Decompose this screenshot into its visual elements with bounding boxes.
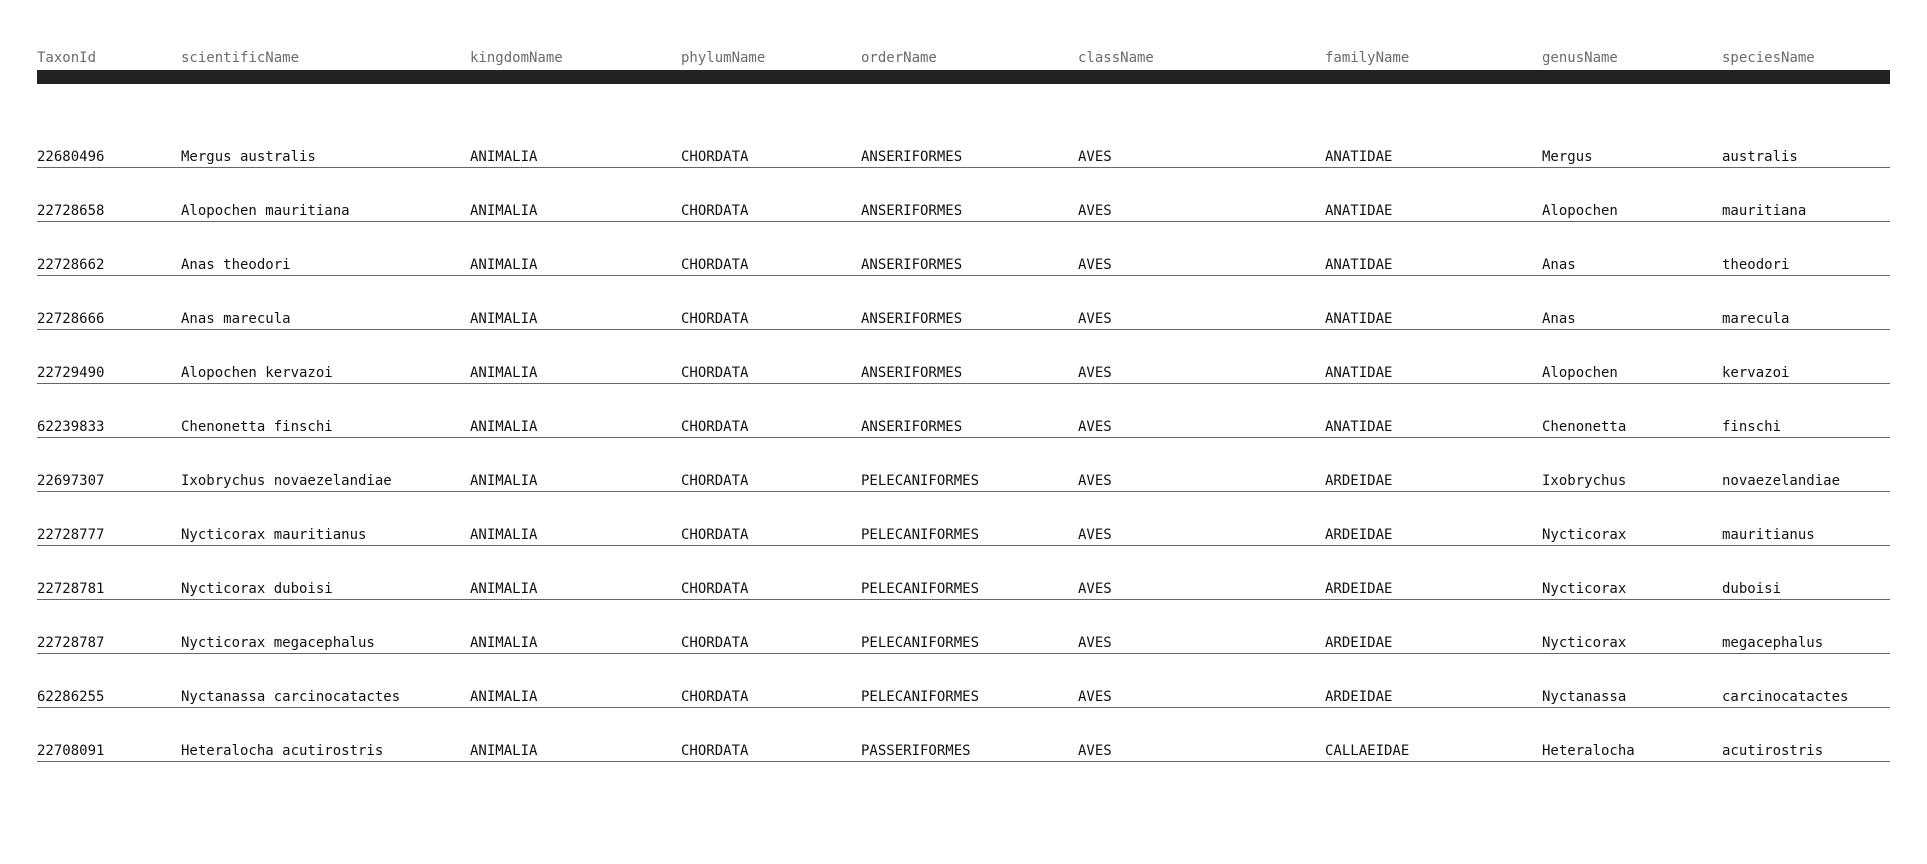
classname-cell: AVES xyxy=(1078,527,1112,543)
familyname-cell: ANATIDAE xyxy=(1325,311,1393,327)
scientificname-cell: Nyctanassa carcinocatactes xyxy=(181,689,401,705)
taxonomy-table xyxy=(37,44,1890,762)
ordername-cell: PELECANIFORMES xyxy=(861,581,980,597)
phylumname-cell: CHORDATA xyxy=(681,203,749,219)
phylumname-cell: CHORDATA xyxy=(681,743,749,759)
genusname-cell: Nycticorax xyxy=(1542,527,1627,543)
taxonid-cell: 22728777 xyxy=(37,527,105,543)
taxonid-cell: 22729490 xyxy=(37,365,105,381)
familyname-cell: ARDEIDAE xyxy=(1325,581,1393,597)
phylumname-cell: CHORDATA xyxy=(681,149,749,165)
taxonid-cell: 62239833 xyxy=(37,419,105,435)
column-header-genusname: genusName xyxy=(1542,50,1618,66)
genusname-cell: Nyctanassa xyxy=(1542,689,1627,705)
header-divider xyxy=(37,70,1890,84)
familyname-cell: ANATIDAE xyxy=(1325,419,1393,435)
column-header-kingdomname: kingdomName xyxy=(470,50,563,66)
table-header xyxy=(37,44,1890,70)
column-header-phylumname: phylumName xyxy=(681,50,766,66)
taxonid-cell: 22728658 xyxy=(37,203,105,219)
kingdomname-cell: ANIMALIA xyxy=(470,149,538,165)
phylumname-cell: CHORDATA xyxy=(681,635,749,651)
ordername-cell: ANSERIFORMES xyxy=(861,311,963,327)
scientificname-cell: Nycticorax duboisi xyxy=(181,581,333,597)
table-row xyxy=(37,600,1890,654)
table-row xyxy=(37,384,1890,438)
classname-cell: AVES xyxy=(1078,203,1112,219)
genusname-cell: Mergus xyxy=(1542,149,1593,165)
table-row xyxy=(37,222,1890,276)
table-row xyxy=(37,330,1890,384)
familyname-cell: ANATIDAE xyxy=(1325,365,1393,381)
scientificname-cell: Anas marecula xyxy=(181,311,291,327)
classname-cell: AVES xyxy=(1078,257,1112,273)
taxonid-cell: 22697307 xyxy=(37,473,105,489)
genusname-cell: Heteralocha xyxy=(1542,743,1635,759)
phylumname-cell: CHORDATA xyxy=(681,311,749,327)
kingdomname-cell: ANIMALIA xyxy=(470,527,538,543)
table-row xyxy=(37,168,1890,222)
kingdomname-cell: ANIMALIA xyxy=(470,743,538,759)
kingdomname-cell: ANIMALIA xyxy=(470,689,538,705)
scientificname-cell: Alopochen kervazoi xyxy=(181,365,333,381)
ordername-cell: PASSERIFORMES xyxy=(861,743,971,759)
table-row xyxy=(37,276,1890,330)
taxonid-cell: 62286255 xyxy=(37,689,105,705)
taxonid-cell: 22728787 xyxy=(37,635,105,651)
table-body xyxy=(37,114,1890,762)
phylumname-cell: CHORDATA xyxy=(681,365,749,381)
speciesname-cell: carcinocatactes xyxy=(1722,689,1849,705)
kingdomname-cell: ANIMALIA xyxy=(470,473,538,489)
scientificname-cell: Alopochen mauritiana xyxy=(181,203,350,219)
ordername-cell: ANSERIFORMES xyxy=(861,365,963,381)
genusname-cell: Anas xyxy=(1542,257,1576,273)
table-row xyxy=(37,546,1890,600)
familyname-cell: CALLAEIDAE xyxy=(1325,743,1410,759)
column-header-familyname: familyName xyxy=(1325,50,1410,66)
familyname-cell: ANATIDAE xyxy=(1325,257,1393,273)
classname-cell: AVES xyxy=(1078,689,1112,705)
taxonid-cell: 22728781 xyxy=(37,581,105,597)
ordername-cell: ANSERIFORMES xyxy=(861,419,963,435)
phylumname-cell: CHORDATA xyxy=(681,527,749,543)
familyname-cell: ANATIDAE xyxy=(1325,203,1393,219)
ordername-cell: ANSERIFORMES xyxy=(861,203,963,219)
classname-cell: AVES xyxy=(1078,473,1112,489)
table-row xyxy=(37,654,1890,708)
speciesname-cell: mauritiana xyxy=(1722,203,1807,219)
column-header-speciesname: speciesName xyxy=(1722,50,1815,66)
phylumname-cell: CHORDATA xyxy=(681,581,749,597)
ordername-cell: PELECANIFORMES xyxy=(861,473,980,489)
speciesname-cell: finschi xyxy=(1722,419,1782,435)
phylumname-cell: CHORDATA xyxy=(681,473,749,489)
column-header-scientificname: scientificName xyxy=(181,50,300,66)
genusname-cell: Nycticorax xyxy=(1542,635,1627,651)
classname-cell: AVES xyxy=(1078,311,1112,327)
classname-cell: AVES xyxy=(1078,419,1112,435)
ordername-cell: PELECANIFORMES xyxy=(861,689,980,705)
kingdomname-cell: ANIMALIA xyxy=(470,419,538,435)
kingdomname-cell: ANIMALIA xyxy=(470,203,538,219)
phylumname-cell: CHORDATA xyxy=(681,689,749,705)
familyname-cell: ARDEIDAE xyxy=(1325,635,1393,651)
ordername-cell: ANSERIFORMES xyxy=(861,257,963,273)
phylumname-cell: CHORDATA xyxy=(681,257,749,273)
kingdomname-cell: ANIMALIA xyxy=(470,311,538,327)
column-header-classname: className xyxy=(1078,50,1154,66)
classname-cell: AVES xyxy=(1078,743,1112,759)
kingdomname-cell: ANIMALIA xyxy=(470,257,538,273)
familyname-cell: ARDEIDAE xyxy=(1325,689,1393,705)
genusname-cell: Ixobrychus xyxy=(1542,473,1627,489)
speciesname-cell: marecula xyxy=(1722,311,1790,327)
table-row xyxy=(37,438,1890,492)
speciesname-cell: australis xyxy=(1722,149,1798,165)
scientificname-cell: Mergus australis xyxy=(181,149,316,165)
scientificname-cell: Heteralocha acutirostris xyxy=(181,743,384,759)
table-row xyxy=(37,114,1890,168)
classname-cell: AVES xyxy=(1078,581,1112,597)
taxonid-cell: 22728662 xyxy=(37,257,105,273)
classname-cell: AVES xyxy=(1078,149,1112,165)
scientificname-cell: Nycticorax mauritianus xyxy=(181,527,367,543)
ordername-cell: ANSERIFORMES xyxy=(861,149,963,165)
kingdomname-cell: ANIMALIA xyxy=(470,365,538,381)
column-header-ordername: orderName xyxy=(861,50,937,66)
genusname-cell: Alopochen xyxy=(1542,203,1618,219)
genusname-cell: Nycticorax xyxy=(1542,581,1627,597)
familyname-cell: ARDEIDAE xyxy=(1325,473,1393,489)
familyname-cell: ARDEIDAE xyxy=(1325,527,1393,543)
taxonid-cell: 22680496 xyxy=(37,149,105,165)
ordername-cell: PELECANIFORMES xyxy=(861,527,980,543)
speciesname-cell: mauritianus xyxy=(1722,527,1815,543)
ordername-cell: PELECANIFORMES xyxy=(861,635,980,651)
scientificname-cell: Nycticorax megacephalus xyxy=(181,635,375,651)
speciesname-cell: megacephalus xyxy=(1722,635,1824,651)
kingdomname-cell: ANIMALIA xyxy=(470,581,538,597)
speciesname-cell: acutirostris xyxy=(1722,743,1824,759)
kingdomname-cell: ANIMALIA xyxy=(470,635,538,651)
genusname-cell: Alopochen xyxy=(1542,365,1618,381)
genusname-cell: Anas xyxy=(1542,311,1576,327)
scientificname-cell: Chenonetta finschi xyxy=(181,419,333,435)
speciesname-cell: theodori xyxy=(1722,257,1790,273)
scientificname-cell: Anas theodori xyxy=(181,257,291,273)
speciesname-cell: novaezelandiae xyxy=(1722,473,1841,489)
scientificname-cell: Ixobrychus novaezelandiae xyxy=(181,473,392,489)
classname-cell: AVES xyxy=(1078,635,1112,651)
taxonid-cell: 22708091 xyxy=(37,743,105,759)
table-row xyxy=(37,708,1890,762)
classname-cell: AVES xyxy=(1078,365,1112,381)
column-header-taxonid: TaxonId xyxy=(37,50,97,66)
speciesname-cell: duboisi xyxy=(1722,581,1782,597)
familyname-cell: ANATIDAE xyxy=(1325,149,1393,165)
table-row xyxy=(37,492,1890,546)
genusname-cell: Chenonetta xyxy=(1542,419,1627,435)
speciesname-cell: kervazoi xyxy=(1722,365,1790,381)
taxonid-cell: 22728666 xyxy=(37,311,105,327)
phylumname-cell: CHORDATA xyxy=(681,419,749,435)
